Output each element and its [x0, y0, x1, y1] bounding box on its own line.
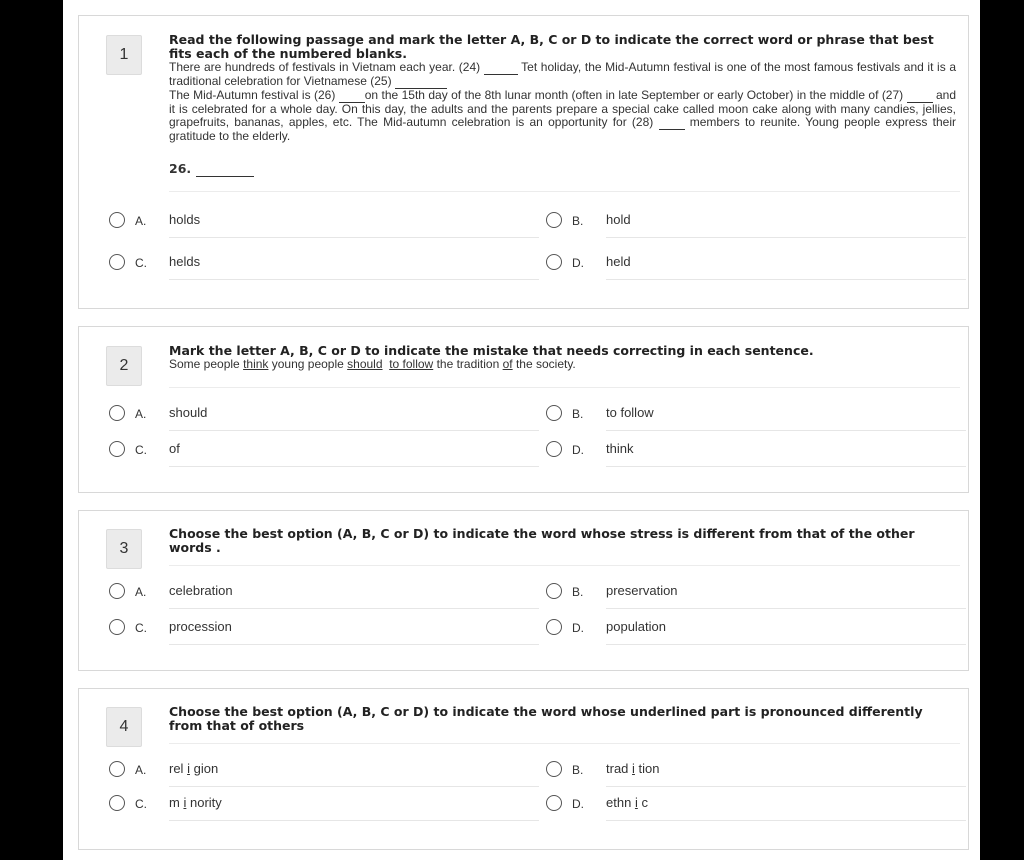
option-a[interactable]: [109, 579, 539, 609]
underlined-letter: i: [634, 795, 638, 810]
option-c[interactable]: [109, 791, 539, 821]
radio-icon[interactable]: [109, 795, 125, 811]
option-text: holds: [169, 212, 201, 227]
option-text: helds: [169, 254, 201, 269]
radio-icon[interactable]: [109, 619, 125, 635]
question-card-2: [78, 326, 969, 493]
radio-icon[interactable]: [546, 583, 562, 599]
option-c[interactable]: [109, 250, 539, 280]
question-number: 3: [106, 529, 142, 569]
option-text: hold: [606, 212, 631, 227]
option-text: celebration: [169, 583, 233, 598]
divider: [169, 430, 539, 431]
option-letter: B.: [572, 585, 584, 599]
radio-icon[interactable]: [546, 212, 562, 228]
blank-26: [339, 89, 365, 103]
option-letter: C.: [135, 797, 147, 811]
question-number: 1: [106, 35, 142, 75]
word-part: ethn: [606, 795, 632, 810]
radio-icon[interactable]: [109, 212, 125, 228]
radio-icon[interactable]: [546, 441, 562, 457]
radio-icon[interactable]: [109, 583, 125, 599]
quiz-page: [63, 0, 980, 860]
divider: [169, 279, 539, 280]
word-part: gion: [193, 761, 219, 776]
option-letter: B.: [572, 763, 584, 777]
option-a[interactable]: [109, 757, 539, 787]
option-d[interactable]: [546, 437, 966, 467]
option-b[interactable]: [546, 757, 966, 787]
option-text: procession: [169, 619, 232, 634]
question-header: [169, 33, 956, 143]
option-b[interactable]: [546, 208, 966, 238]
underlined-letter: i: [632, 761, 635, 776]
underlined-word: to follow: [389, 357, 434, 371]
option-d[interactable]: [546, 791, 966, 821]
question-card-1: [78, 15, 969, 309]
option-letter: B.: [572, 214, 584, 228]
option-text: to follow: [606, 405, 654, 420]
option-letter: A.: [135, 763, 147, 777]
divider: [606, 237, 966, 238]
option-text: population: [606, 619, 666, 634]
divider: [169, 820, 539, 821]
blank-28: [659, 116, 685, 130]
sentence-text: Some people: [169, 357, 244, 371]
question-instruction: Read the following passage and mark the letter A, B, C or D to indicate the correct word or phrase that best fits each of the numbered blanks.: [169, 32, 934, 61]
word-part: tion: [638, 761, 660, 776]
underlined-letter: i: [187, 761, 190, 776]
question-instruction: Choose the best option (A, B, C or D) to indicate the word whose underlined part is pronounced differently from that of others: [169, 704, 923, 733]
radio-icon[interactable]: [546, 761, 562, 777]
question-sentence: [169, 358, 956, 371]
divider: [169, 237, 539, 238]
divider: [169, 644, 539, 645]
passage-text: and it is celebrated for a whole day. On this day, the adults and the parents prepare a special cake called moon cake along with many candies, jellies, grapefruits, bananas, apples, etc. The Mid-autumn celebration is an opportunity for (28): [169, 88, 956, 129]
blank-24: [484, 61, 518, 75]
divider: [606, 279, 966, 280]
passage-text: There are hundreds of festivals in Vietnam each year. (24): [169, 60, 484, 74]
underlined-letter: i: [183, 795, 187, 810]
question-header: [169, 705, 956, 733]
question-instruction: Choose the best option (A, B, C or D) to indicate the word whose stress is different from that of the other words .: [169, 526, 915, 555]
question-card-3: [78, 510, 969, 671]
divider: [169, 565, 960, 566]
question-card-4: [78, 688, 969, 850]
reading-passage: [169, 61, 956, 143]
option-letter: A.: [135, 214, 147, 228]
radio-icon[interactable]: [109, 405, 125, 421]
underlined-word: should: [347, 357, 383, 371]
option-letter: D.: [572, 621, 584, 635]
radio-icon[interactable]: [109, 254, 125, 270]
divider: [169, 608, 539, 609]
divider: [606, 644, 966, 645]
option-letter: A.: [135, 585, 147, 599]
option-letter: C.: [135, 256, 147, 270]
underlined-word: of: [502, 357, 513, 371]
option-c[interactable]: [109, 437, 539, 467]
option-letter: A.: [135, 407, 147, 421]
option-text: [606, 761, 660, 776]
divider: [606, 608, 966, 609]
option-text: [606, 795, 648, 810]
option-a[interactable]: [109, 208, 539, 238]
option-letter: D.: [572, 443, 584, 457]
option-letter: D.: [572, 256, 584, 270]
option-letter: C.: [135, 443, 147, 457]
divider: [169, 786, 539, 787]
word-part: trad: [606, 761, 629, 776]
divider: [169, 191, 960, 192]
option-letter: C.: [135, 621, 147, 635]
option-text: preservation: [606, 583, 678, 598]
sub-question-label: [169, 161, 254, 177]
blank-25: [395, 75, 447, 89]
sub-question-number: 26.: [169, 161, 196, 176]
question-header: [169, 527, 956, 555]
question-number: 4: [106, 707, 142, 747]
blank-27: [907, 89, 933, 103]
option-text: held: [606, 254, 631, 269]
radio-icon[interactable]: [109, 441, 125, 457]
divider: [169, 743, 960, 744]
question-header: [169, 344, 956, 371]
divider: [606, 786, 966, 787]
option-letter: D.: [572, 797, 584, 811]
option-c[interactable]: [109, 615, 539, 645]
divider: [606, 430, 966, 431]
option-d[interactable]: [546, 250, 966, 280]
passage-text: The Mid-Autumn festival is (26): [169, 88, 339, 102]
word-part: c: [641, 795, 648, 810]
divider: [169, 387, 960, 388]
divider: [606, 466, 966, 467]
question-instruction: Mark the letter A, B, C or D to indicate the mistake that needs correcting in each sentence.: [169, 343, 814, 358]
divider: [169, 466, 539, 467]
radio-icon[interactable]: [546, 254, 562, 270]
sub-question-blank: [196, 161, 254, 177]
option-text: [169, 761, 218, 776]
option-d[interactable]: [546, 615, 966, 645]
radio-icon[interactable]: [109, 761, 125, 777]
option-a[interactable]: [109, 401, 539, 431]
word-part: m: [169, 795, 180, 810]
option-text: [169, 795, 222, 810]
question-number: 2: [106, 346, 142, 386]
word-part: nority: [189, 795, 222, 810]
radio-icon[interactable]: [546, 795, 562, 811]
option-text: think: [606, 441, 634, 456]
divider: [606, 820, 966, 821]
underlined-word: think: [243, 357, 269, 371]
passage-text: on the 15th day of the 8th lunar month (often in late September or early October) in the middle of (27): [364, 88, 907, 102]
option-letter: B.: [572, 407, 584, 421]
radio-icon[interactable]: [546, 619, 562, 635]
sentence-text: young people: [268, 357, 348, 371]
passage-text: Tet holiday, the Mid-Autumn festival is one of the most famous festivals and it is a traditional celebration for Vietnamese (25): [169, 60, 956, 88]
passage-text: members to reunite. Young people express their gratitude to the elderly.: [169, 115, 956, 143]
word-part: rel: [169, 761, 184, 776]
option-text: should: [169, 405, 208, 420]
radio-icon[interactable]: [546, 405, 562, 421]
option-b[interactable]: [546, 401, 966, 431]
option-b[interactable]: [546, 579, 966, 609]
option-text: of: [169, 441, 180, 456]
sentence-text: the tradition: [433, 357, 503, 371]
sentence-text: the society.: [512, 357, 576, 371]
